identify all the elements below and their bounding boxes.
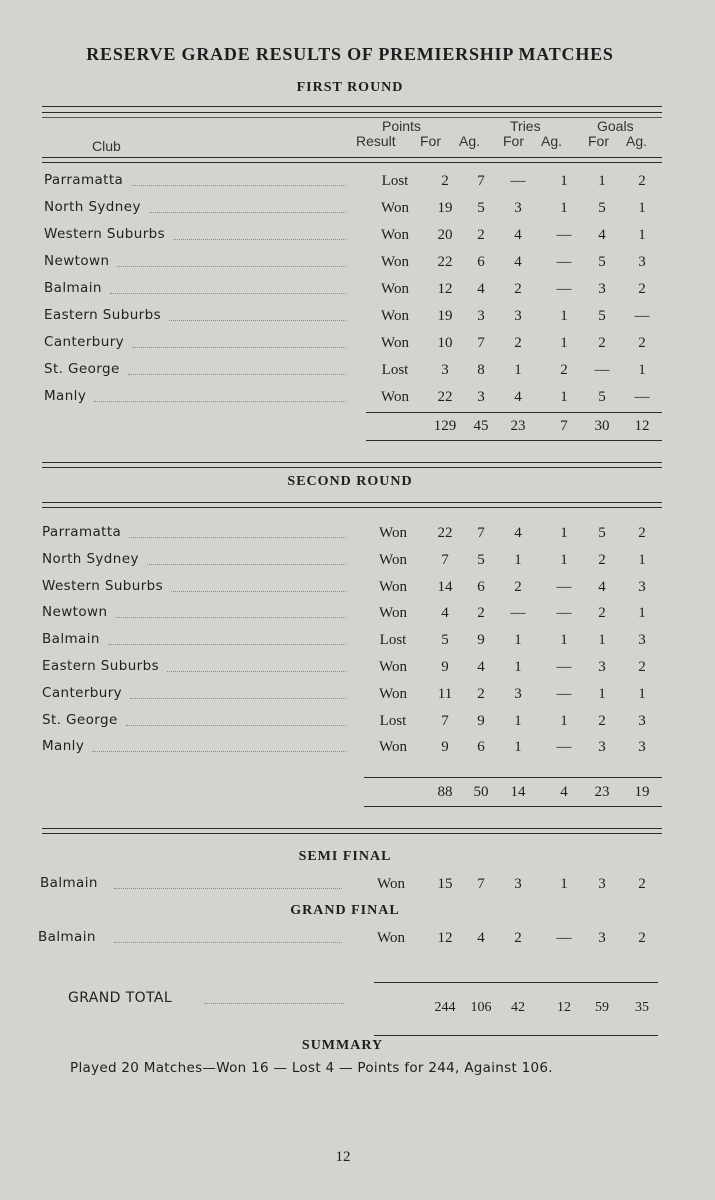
value-cell: 2 [638, 281, 646, 297]
result: Won [379, 605, 407, 622]
table-row [0, 280, 715, 302]
value-cell: — [556, 659, 572, 675]
value-cell: 2 [514, 281, 522, 297]
table-row [0, 578, 715, 600]
value-cell: 2 [560, 362, 568, 378]
value-cell: 20 [437, 227, 453, 243]
value-cell: 2 [477, 685, 485, 702]
value-cell: 2 [598, 335, 606, 351]
result: Won [377, 876, 405, 892]
col-result: Result [356, 133, 396, 149]
result: Won [381, 335, 409, 351]
result: Won [381, 254, 409, 270]
leader-dots [131, 185, 346, 186]
grand-final-row [0, 929, 715, 951]
grand-total-rule-2 [374, 1035, 658, 1036]
col-club: Club [92, 138, 121, 154]
value-cell: 3 [598, 281, 606, 297]
first-round-heading: FIRST ROUND [296, 80, 404, 95]
leader-dots [117, 266, 346, 267]
value-cell: — [556, 605, 572, 622]
table-row [0, 685, 715, 707]
club-name: Balmain [44, 280, 102, 296]
header-rule-top-3 [42, 117, 662, 118]
table-row [0, 524, 715, 546]
value-cell: 1 [638, 200, 646, 216]
finals-rule-top-2 [42, 833, 662, 834]
table-row [0, 631, 715, 653]
value-cell: 3 [514, 308, 522, 324]
value-cell: 9 [441, 659, 449, 675]
second-round-rule-top [42, 462, 662, 463]
summary-heading: SUMMARY [301, 1038, 384, 1053]
value-cell: 8 [477, 362, 485, 378]
total-cell: 14 [510, 784, 526, 800]
page-number: 12 [335, 1149, 351, 1165]
header-rule-top-2 [42, 112, 662, 113]
result: Won [381, 281, 409, 297]
club-name: St. George [42, 711, 118, 728]
value-cell: 2 [638, 335, 646, 351]
total-cell: 59 [595, 1000, 609, 1015]
total-cell: 4 [560, 784, 568, 800]
result: Won [379, 578, 407, 595]
value-cell: 1 [598, 685, 606, 702]
table-row [0, 604, 715, 626]
value-cell: 1 [560, 173, 568, 189]
value-cell: — [634, 389, 650, 405]
table-row [0, 361, 715, 383]
value-cell: 6 [477, 254, 485, 270]
value-cell: 7 [477, 876, 485, 892]
value-cell: 1 [638, 685, 646, 702]
total-cell: 12 [634, 418, 650, 434]
grand-total-row [0, 990, 715, 1015]
value-cell: — [556, 685, 572, 702]
club-name: Western Suburbs [42, 577, 164, 594]
second-round-heading: SECOND ROUND [287, 474, 413, 489]
total-cell: 88 [437, 784, 453, 800]
first-round-total-rule-2 [366, 440, 662, 441]
value-cell: 3 [638, 712, 646, 729]
club-name: Parramatta [42, 524, 122, 540]
table-row [0, 712, 715, 734]
result: Won [379, 739, 407, 756]
value-cell: — [556, 281, 572, 297]
value-cell: 2 [477, 227, 485, 243]
value-cell: 15 [437, 876, 453, 892]
value-cell: 3 [638, 739, 646, 756]
value-cell: 7 [477, 173, 485, 189]
club-name: Manly [44, 388, 87, 404]
total-cell: 7 [560, 418, 568, 434]
second-round-rule-bottom [42, 502, 662, 503]
leader-dots [114, 942, 342, 943]
table-row [0, 199, 715, 221]
leader-dots [149, 212, 346, 213]
club-name: Eastern Suburbs [42, 658, 159, 674]
table-row [0, 334, 715, 356]
leader-dots [92, 751, 346, 752]
value-cell: — [510, 173, 526, 189]
value-cell: 1 [514, 551, 522, 568]
value-cell: 3 [638, 254, 646, 270]
total-cell: 35 [635, 1000, 649, 1015]
leader-dots [171, 591, 346, 592]
value-cell: 4 [477, 281, 485, 297]
value-cell: 3 [638, 632, 646, 649]
result: Won [381, 227, 409, 243]
leader-dots [114, 888, 342, 889]
value-cell: 5 [598, 308, 606, 324]
value-cell: — [556, 227, 572, 243]
total-cell: 42 [511, 1000, 525, 1015]
value-cell: 1 [638, 551, 646, 568]
club-name: Balmain [42, 631, 100, 648]
value-cell: 4 [514, 525, 522, 541]
value-cell: 2 [638, 659, 646, 675]
value-cell: — [634, 308, 650, 324]
result: Lost [381, 173, 409, 189]
leader-dots [110, 293, 346, 294]
leader-dots [129, 537, 346, 538]
value-cell: 7 [441, 712, 449, 729]
value-cell: 5 [598, 254, 606, 270]
value-cell: 1 [560, 335, 568, 351]
value-cell: 11 [437, 685, 453, 702]
result: Won [379, 525, 407, 541]
second-round-total-rule [364, 777, 662, 778]
value-cell: 1 [598, 173, 606, 189]
table-row [0, 226, 715, 248]
leader-dots [108, 644, 346, 645]
grand-final-heading: GRAND FINAL [290, 903, 400, 918]
value-cell: 1 [514, 659, 522, 675]
value-cell: 2 [638, 930, 646, 946]
value-cell: 1 [560, 632, 568, 649]
value-cell: 4 [598, 227, 606, 243]
value-cell: 2 [638, 173, 646, 189]
value-cell: 1 [560, 712, 568, 729]
leader-dots [204, 1003, 344, 1004]
value-cell: 1 [514, 362, 522, 378]
total-cell: 23 [594, 784, 610, 800]
value-cell: 1 [560, 525, 568, 541]
value-cell: 9 [441, 739, 449, 756]
value-cell: 9 [477, 712, 485, 729]
col-tries-ag: Ag. [541, 133, 563, 149]
value-cell: 2 [441, 173, 449, 189]
club-name: North Sydney [42, 550, 139, 567]
result: Won [381, 308, 409, 324]
page-title: RESERVE GRADE RESULTS OF PREMIERSHIP MATCHES [86, 44, 614, 64]
col-goals-for: For [588, 133, 609, 149]
value-cell: 5 [598, 389, 606, 405]
value-cell: 9 [477, 632, 485, 649]
table-row [0, 738, 715, 760]
summary-text: Played 20 Matches—Won 16 — Lost 4 — Points for 244, Against 106. [70, 1060, 553, 1076]
first-round-totals [0, 418, 715, 440]
col-goals-ag: Ag. [626, 133, 648, 149]
total-cell: 19 [634, 784, 650, 800]
value-cell: 6 [477, 578, 485, 595]
value-cell: 22 [437, 254, 453, 270]
value-cell: 3 [598, 876, 606, 892]
value-cell: — [556, 578, 572, 595]
result: Won [381, 200, 409, 216]
value-cell: 1 [638, 362, 646, 378]
value-cell: 3 [514, 200, 522, 216]
value-cell: 5 [477, 200, 485, 216]
value-cell: 22 [437, 389, 453, 405]
result: Won [379, 659, 407, 675]
header-rule-bottom [42, 157, 662, 158]
leader-dots [130, 698, 346, 699]
total-cell: 106 [470, 1000, 492, 1015]
total-cell: 12 [557, 1000, 571, 1015]
value-cell: 14 [437, 578, 453, 595]
value-cell: 3 [638, 578, 646, 595]
col-points: Points [382, 118, 421, 134]
value-cell: 5 [477, 551, 485, 568]
value-cell: 2 [638, 525, 646, 541]
semi-final-row [0, 875, 715, 897]
total-cell: 23 [510, 418, 526, 434]
value-cell: — [594, 362, 610, 378]
value-cell: 1 [514, 739, 522, 756]
club-name: Balmain [40, 875, 98, 891]
total-cell: 50 [473, 784, 489, 800]
value-cell: — [510, 605, 526, 622]
value-cell: 12 [437, 930, 453, 946]
value-cell: 7 [441, 551, 449, 568]
col-points-ag: Ag. [459, 133, 481, 149]
col-tries: Tries [510, 118, 541, 134]
value-cell: 7 [477, 525, 485, 541]
value-cell: 3 [598, 739, 606, 756]
club-name: North Sydney [44, 199, 141, 215]
header-rule-top [42, 106, 662, 107]
value-cell: 3 [477, 308, 485, 324]
leader-dots [94, 401, 346, 402]
value-cell: 2 [514, 335, 522, 351]
value-cell: 4 [477, 930, 485, 946]
club-name: Canterbury [44, 334, 125, 350]
table-row [0, 253, 715, 275]
result: Won [377, 930, 405, 946]
value-cell: 1 [514, 712, 522, 729]
club-name: Newtown [44, 253, 110, 269]
value-cell: 5 [598, 200, 606, 216]
value-cell: — [556, 254, 572, 270]
club-name: Canterbury [42, 684, 123, 701]
value-cell: 4 [598, 578, 606, 595]
value-cell: 3 [598, 930, 606, 946]
value-cell: 4 [441, 605, 449, 622]
leader-dots [128, 374, 346, 375]
value-cell: 1 [560, 389, 568, 405]
table-row [0, 388, 715, 410]
value-cell: 4 [514, 227, 522, 243]
value-cell: 22 [437, 525, 453, 541]
result: Lost [381, 362, 409, 378]
club-name: Newtown [42, 604, 108, 621]
value-cell: 2 [598, 605, 606, 622]
result: Won [379, 551, 407, 568]
table-row [0, 172, 715, 194]
club-name: Parramatta [44, 172, 124, 188]
value-cell: 1 [560, 551, 568, 568]
col-points-for: For [420, 133, 441, 149]
value-cell: 3 [477, 389, 485, 405]
value-cell: — [556, 930, 572, 946]
value-cell: 2 [514, 578, 522, 595]
value-cell: 1 [638, 227, 646, 243]
result: Won [381, 389, 409, 405]
club-name: Manly [42, 738, 85, 755]
value-cell: — [556, 739, 572, 756]
club-name: Eastern Suburbs [44, 307, 161, 323]
value-cell: 1 [560, 200, 568, 216]
club-name: St. George [44, 361, 120, 377]
total-cell: 129 [433, 418, 457, 434]
grand-total-label: GRAND TOTAL [68, 990, 173, 1006]
col-goals: Goals [597, 118, 634, 134]
leader-dots [115, 617, 346, 618]
result: Won [379, 685, 407, 702]
finals-rule-top [42, 828, 662, 829]
value-cell: 12 [437, 281, 453, 297]
value-cell: 5 [598, 525, 606, 541]
table-row [0, 658, 715, 680]
value-cell: 1 [560, 308, 568, 324]
value-cell: 19 [437, 308, 453, 324]
value-cell: 4 [514, 389, 522, 405]
club-name: Western Suburbs [44, 226, 166, 242]
value-cell: 3 [514, 876, 522, 892]
value-cell: 7 [477, 335, 485, 351]
value-cell: 1 [638, 605, 646, 622]
second-round-rule-bottom-2 [42, 507, 662, 508]
table-row [0, 307, 715, 329]
leader-dots [132, 347, 346, 348]
value-cell: 19 [437, 200, 453, 216]
value-cell: 6 [477, 739, 485, 756]
value-cell: 2 [598, 551, 606, 568]
club-name: Balmain [38, 929, 96, 945]
value-cell: 3 [441, 362, 449, 378]
value-cell: 2 [598, 712, 606, 729]
value-cell: 1 [598, 632, 606, 649]
second-round-total-rule-2 [364, 806, 662, 807]
first-round-total-rule [366, 412, 662, 413]
second-round-totals [0, 784, 715, 806]
table-row [0, 551, 715, 573]
value-cell: 4 [477, 659, 485, 675]
second-round-rule-top-2 [42, 467, 662, 468]
leader-dots [147, 564, 346, 565]
value-cell: 2 [514, 930, 522, 946]
value-cell: 4 [514, 254, 522, 270]
value-cell: 1 [560, 876, 568, 892]
value-cell: 3 [598, 659, 606, 675]
value-cell: 1 [514, 632, 522, 649]
result: Lost [379, 632, 407, 649]
value-cell: 2 [638, 876, 646, 892]
semi-final-heading: SEMI FINAL [298, 849, 392, 864]
total-cell: 244 [434, 1000, 456, 1015]
total-cell: 30 [594, 418, 610, 434]
value-cell: 3 [514, 685, 522, 702]
value-cell: 5 [441, 632, 449, 649]
result: Lost [379, 712, 407, 729]
value-cell: 2 [477, 605, 485, 622]
col-tries-for: For [503, 133, 524, 149]
leader-dots [173, 239, 346, 240]
header-rule-bottom-2 [42, 162, 662, 163]
leader-dots [169, 320, 346, 321]
leader-dots [167, 671, 346, 672]
leader-dots [126, 725, 346, 726]
grand-total-rule [374, 982, 658, 983]
value-cell: 10 [437, 335, 453, 351]
total-cell: 45 [473, 418, 489, 434]
